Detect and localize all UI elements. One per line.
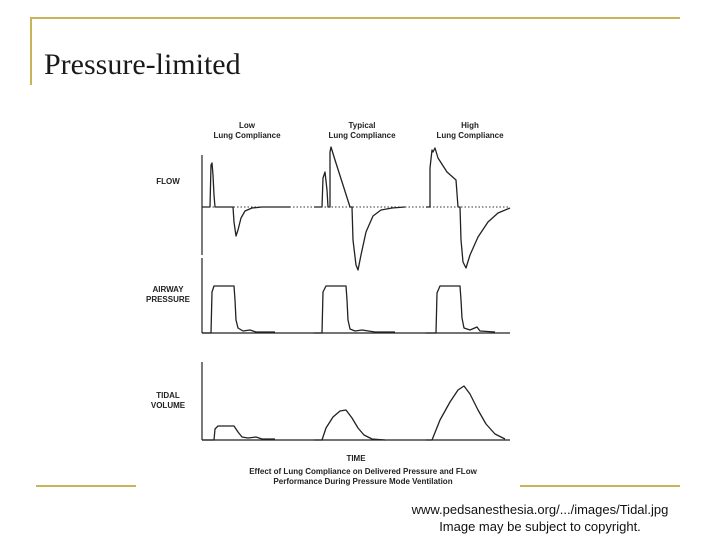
figure-caption-2: Performance During Pressure Mode Ventilation [273,477,453,486]
col-header-low-l1: Low [239,121,255,130]
flow-trace-high [426,148,510,268]
flow-trace-low [202,163,290,236]
row-label-volume [151,391,186,410]
volume-trace-low [202,426,275,440]
row-label-flow-l1: FLOW [156,177,180,186]
slide-title: Pressure-limited [44,48,241,81]
col-header-high [436,121,504,140]
flow-trace-typical [314,147,405,270]
x-axis-label: TIME [346,454,366,463]
col-header-typical-l1: Typical [348,121,376,130]
col-header-low-l2: Lung Compliance [213,131,281,140]
row-label-pressure-l1: AIRWAY [152,285,184,294]
row-label-volume-l1: TIDAL [156,391,180,400]
col-header-high-l2: Lung Compliance [436,131,504,140]
row-label-pressure-l2: PRESSURE [145,295,191,304]
volume-trace-high [426,386,505,440]
volume-trace-typical [314,410,385,440]
col-header-high-l1: High [461,121,479,130]
row-label-pressure [146,285,191,304]
col-header-typical [328,121,396,140]
pressure-trace-high [426,286,495,333]
image-credit-url[interactable]: www.pedsanesthesia.org/.../images/Tidal.jpg [411,502,669,517]
pressure-trace-typical [314,286,395,333]
row-label-flow [156,177,180,186]
copyright-note: Image may be subject to copyright. [439,519,641,534]
col-header-low [213,121,281,140]
pressure-trace-low [202,286,275,333]
row-label-volume-l2: VOLUME [150,401,186,410]
col-header-typical-l2: Lung Compliance [328,131,396,140]
figure-caption-1: Effect of Lung Compliance on Delivered Pressure and FLow [249,467,477,476]
